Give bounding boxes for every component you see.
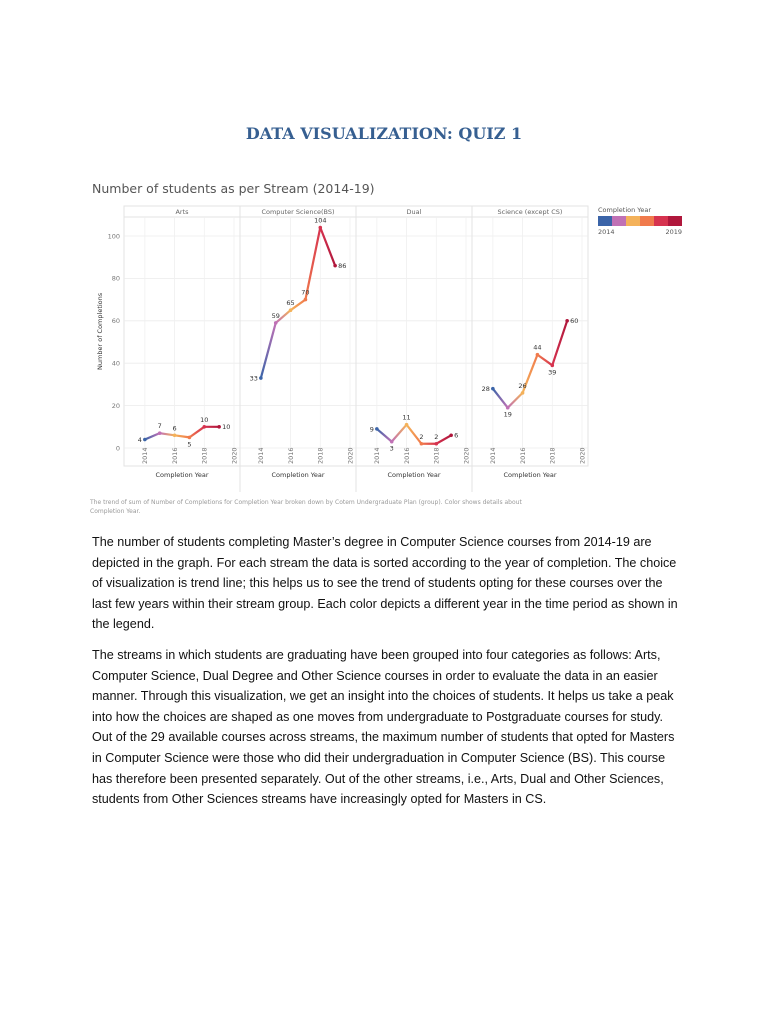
x-tick-label: 2016 bbox=[402, 447, 411, 464]
data-point bbox=[390, 440, 394, 444]
data-label: 2 bbox=[434, 432, 439, 441]
x-tick-label: 2016 bbox=[286, 447, 295, 464]
data-point bbox=[333, 264, 337, 268]
y-tick-label: 100 bbox=[107, 232, 120, 241]
data-point bbox=[202, 425, 206, 429]
data-point bbox=[550, 364, 554, 368]
data-label: 4 bbox=[137, 435, 142, 444]
data-label: 7 bbox=[157, 422, 162, 431]
x-tick-label: 2018 bbox=[432, 447, 441, 464]
data-point bbox=[173, 433, 177, 437]
x-tick-label: 2014 bbox=[489, 447, 498, 464]
series-line-segment bbox=[320, 228, 335, 266]
x-tick-label: 2020 bbox=[230, 447, 239, 464]
data-point bbox=[405, 423, 409, 427]
x-tick-label: 2020 bbox=[578, 447, 587, 464]
series-line-segment bbox=[537, 355, 552, 366]
data-point bbox=[506, 406, 510, 410]
x-tick-label: 2014 bbox=[373, 447, 382, 464]
panel-title: Arts bbox=[175, 208, 189, 216]
legend-title: Completion Year bbox=[598, 206, 652, 214]
series-line-segment bbox=[175, 435, 190, 437]
data-label: 33 bbox=[249, 374, 258, 383]
data-point bbox=[304, 298, 308, 302]
data-label: 70 bbox=[301, 288, 310, 297]
x-axis-label: Completion Year bbox=[271, 471, 325, 479]
y-tick-label: 80 bbox=[111, 274, 120, 283]
data-point bbox=[143, 438, 147, 442]
x-tick-label: 2020 bbox=[462, 447, 471, 464]
series-line-segment bbox=[552, 321, 567, 366]
x-tick-label: 2016 bbox=[170, 447, 179, 464]
series-line-segment bbox=[377, 429, 392, 442]
data-label: 10 bbox=[200, 415, 209, 424]
data-label: 86 bbox=[338, 262, 347, 271]
legend-swatch bbox=[668, 216, 682, 226]
data-point bbox=[274, 321, 278, 325]
y-axis-label: Number of Completions bbox=[96, 292, 104, 370]
series-line-segment bbox=[261, 323, 276, 378]
data-point bbox=[565, 319, 569, 323]
x-tick-label: 2014 bbox=[141, 447, 150, 464]
data-label: 6 bbox=[172, 424, 177, 433]
data-label: 3 bbox=[389, 444, 394, 453]
series-line-segment bbox=[160, 433, 175, 435]
data-label: 104 bbox=[314, 216, 327, 225]
x-axis-label: Completion Year bbox=[387, 471, 441, 479]
data-label: 59 bbox=[271, 311, 280, 320]
data-label: 28 bbox=[481, 385, 490, 394]
x-axis-label: Completion Year bbox=[503, 471, 557, 479]
legend-swatch bbox=[612, 216, 626, 226]
line-chart bbox=[88, 178, 684, 523]
data-point bbox=[521, 391, 525, 395]
x-tick-label: 2016 bbox=[518, 447, 527, 464]
series-line-segment bbox=[145, 433, 160, 439]
data-label: 9 bbox=[369, 425, 374, 434]
data-label: 11 bbox=[402, 413, 411, 422]
legend-min-label: 2014 bbox=[598, 228, 615, 236]
data-label: 65 bbox=[286, 299, 295, 308]
legend-max-label: 2019 bbox=[665, 228, 682, 236]
data-label: 19 bbox=[503, 410, 512, 419]
legend-swatch bbox=[654, 216, 668, 226]
x-tick-label: 2018 bbox=[548, 447, 557, 464]
body-paragraph-1: The number of students completing Master’s degree in Computer Science courses from 2014-19 are depicted in the graph. For each stream the data is sorted according to the year of completion. The choice of visualization is trend line; this helps us to see the trend of students opting for these courses over the last few years within their stream group. Each color depicts a different year in the time period as shown in the legend. bbox=[92, 535, 678, 632]
legend-swatch bbox=[626, 216, 640, 226]
y-tick-label: 20 bbox=[111, 401, 120, 410]
data-point bbox=[259, 376, 263, 380]
data-point bbox=[491, 387, 495, 391]
data-label: 39 bbox=[548, 368, 557, 377]
series-line-segment bbox=[434, 432, 451, 443]
data-point bbox=[318, 226, 322, 230]
y-tick-label: 40 bbox=[111, 359, 120, 368]
data-point bbox=[420, 442, 424, 446]
x-tick-label: 2020 bbox=[346, 447, 355, 464]
data-point bbox=[217, 425, 221, 429]
legend-swatch bbox=[598, 216, 612, 226]
data-label: 2 bbox=[419, 432, 424, 441]
x-tick-label: 2018 bbox=[200, 447, 209, 464]
data-label: 10 bbox=[222, 423, 231, 432]
data-point bbox=[375, 427, 379, 431]
data-label: 6 bbox=[454, 431, 459, 440]
legend-swatch bbox=[640, 216, 654, 226]
data-point bbox=[449, 433, 453, 437]
data-label: 5 bbox=[187, 440, 192, 449]
data-point bbox=[158, 431, 162, 435]
panel-title: Computer Science(BS) bbox=[261, 208, 335, 216]
y-tick-label: 0 bbox=[115, 444, 120, 453]
data-label: 26 bbox=[518, 381, 527, 390]
chart-caption: The trend of sum of Number of Completions for Completion Year broken down by Cotem Undergraduate Plan (group). Color shows details about Completion Year. bbox=[90, 499, 522, 515]
x-tick-label: 2014 bbox=[257, 447, 266, 464]
body-paragraph-2: The streams in which students are graduating have been grouped into four categories as follows: Arts, Computer Science, Dual Degree and Other Science courses in order to evaluate the data in an easier manner. Through this visualization, we get an insight into the choices of students. It helps us take a peak into how the choices are shaped as one moves from undergraduate to Postgraduate courses for study. Out of the 29 available courses across streams, the maximum number of students that opted for Masters in Computer Science were those who did their undergraduation in Computer Science (BS). This course has therefore been presented separately. Out of the other streams, i.e., Arts, Dual and Other Sciences, students from Other Sciences streams have increasingly opted for Masters in CS. bbox=[92, 648, 675, 807]
series-line-segment bbox=[493, 389, 508, 408]
data-point bbox=[289, 308, 293, 312]
document-title: DATA VISUALIZATION: QUIZ 1 bbox=[245, 124, 523, 143]
data-point bbox=[434, 442, 438, 446]
data-label: 44 bbox=[533, 343, 542, 352]
panel-title: Science (except CS) bbox=[497, 208, 563, 216]
data-point bbox=[188, 436, 192, 440]
series-line-segment bbox=[392, 425, 407, 442]
chart-title: Number of students as per Stream (2014-19) bbox=[92, 181, 375, 196]
panel-title: Dual bbox=[406, 208, 422, 216]
series-line-segment bbox=[189, 427, 204, 438]
data-label: 60 bbox=[570, 317, 579, 326]
x-axis-label: Completion Year bbox=[155, 471, 209, 479]
data-point bbox=[536, 353, 540, 357]
x-tick-label: 2018 bbox=[316, 447, 325, 464]
y-tick-label: 60 bbox=[111, 317, 120, 326]
